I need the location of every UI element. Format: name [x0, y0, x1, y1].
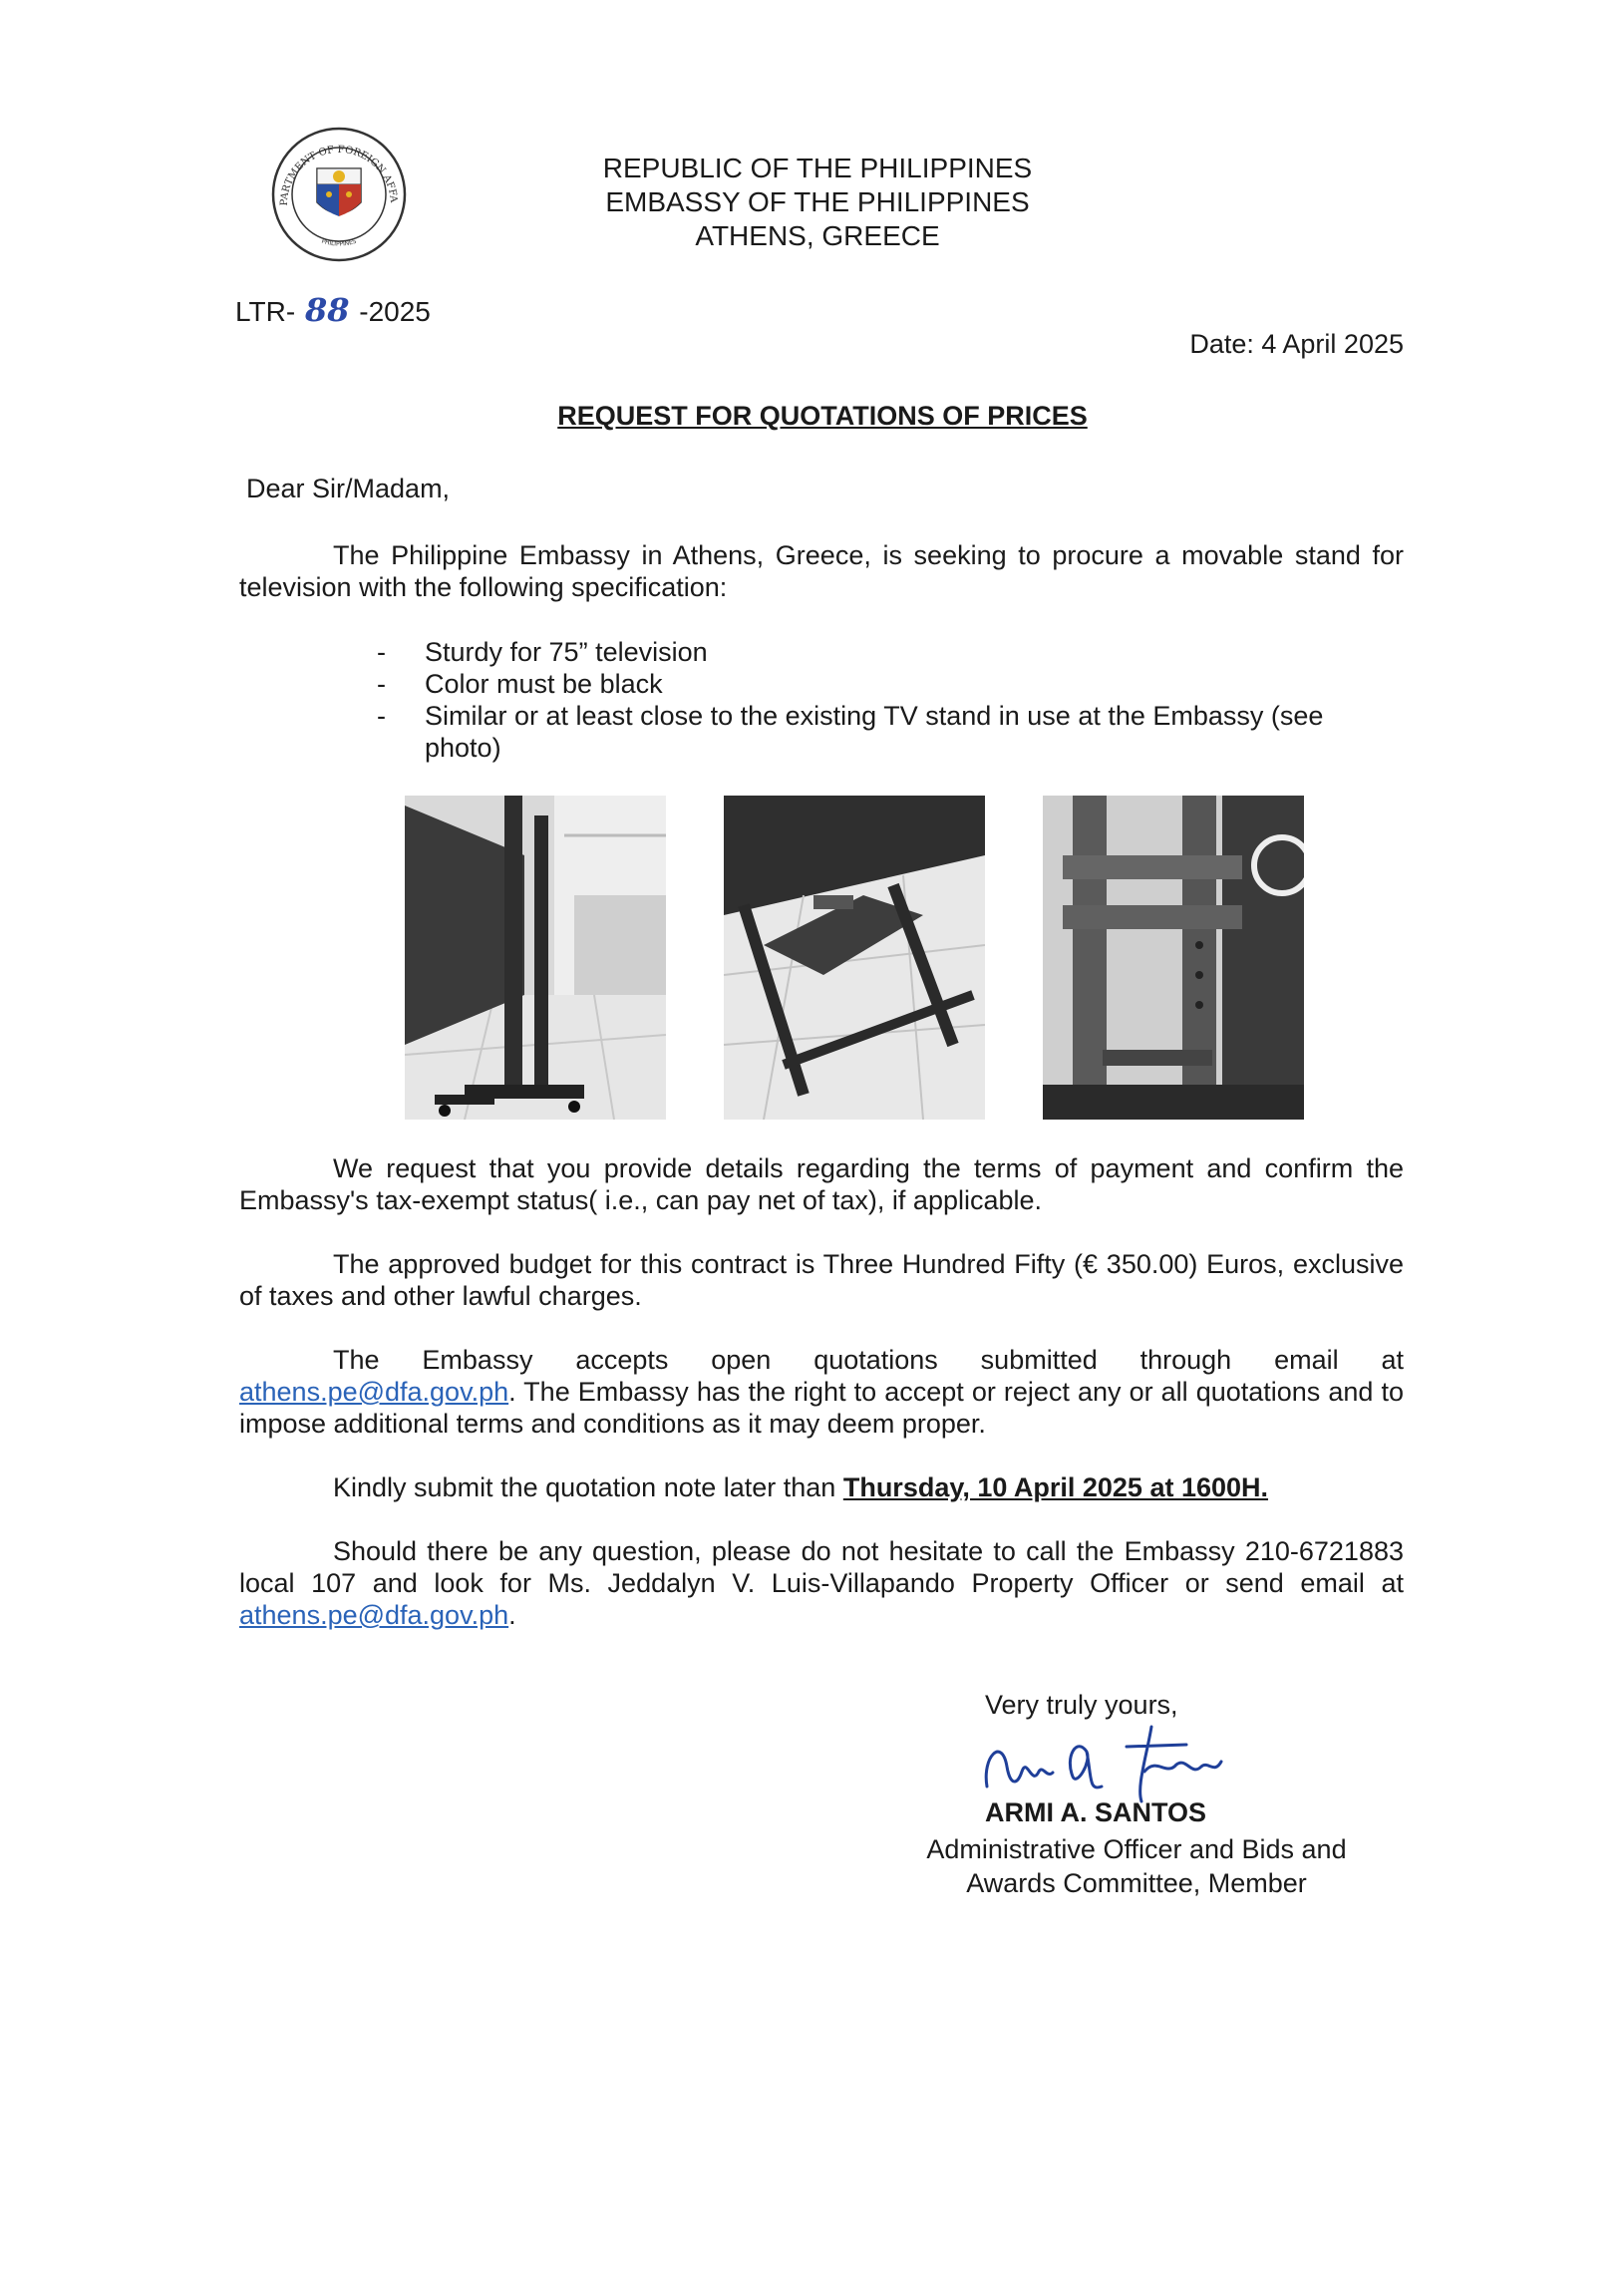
specification-text: Color must be black: [425, 669, 663, 699]
signatory-title-line-2: Awards Committee, Member: [966, 1868, 1307, 1898]
quotations-paragraph: [239, 1344, 1404, 1440]
signatory-title: [877, 1832, 1396, 1900]
email-link[interactable]: athens.pe@dfa.gov.ph: [239, 1377, 509, 1407]
dfa-seal-logo: [269, 125, 409, 264]
reference-suffix: -2025: [359, 296, 431, 327]
list-dash: -: [377, 637, 386, 667]
specification-item: [377, 668, 1404, 700]
letterhead-line-1: REPUBLIC OF THE PHILIPPINES: [602, 153, 1033, 183]
contact-text-before: Should there be any question, please do not hesitate to call the Embassy 210-6721883 local 107 and look for Ms. Jeddalyn V. Luis-Villapando Property Officer or send email at: [239, 1536, 1404, 1598]
specification-item: [377, 700, 1404, 764]
letter-date: Date: 4 April 2025: [1189, 329, 1404, 359]
signatory-title-line-1: Administrative Officer and Bids and: [926, 1834, 1347, 1864]
intro-paragraph: The Philippine Embassy in Athens, Greece, is seeking to procure a movable stand for television with the following specification:: [239, 540, 1404, 602]
tv-stand-photo-front: [405, 796, 666, 1120]
quotations-text-after: . The Embassy has the right to accept or reject any or all quotations and to impose additional terms and conditions as it may deem proper.: [239, 1377, 1404, 1439]
specification-list: [377, 636, 1404, 764]
contact-text-after: .: [508, 1600, 516, 1630]
letterhead: [518, 152, 1117, 253]
specification-text: Similar or at least close to the existing TV stand in use at the Embassy (see photo): [425, 701, 1324, 763]
salutation: Dear Sir/Madam,: [246, 474, 451, 503]
specification-item: [377, 636, 1404, 668]
handwritten-signature: [977, 1717, 1256, 1806]
quotations-text-before: The Embassy accepts open quotations submitted through email at: [333, 1345, 1404, 1375]
list-dash: -: [377, 701, 386, 731]
deadline-date: Thursday, 10 April 2025 at 1600H.: [842, 1472, 1269, 1502]
reference-handwritten-number: 88: [304, 291, 350, 329]
reference-prefix: LTR-: [235, 296, 296, 327]
budget-paragraph: The approved budget for this contract is Three Hundred Fifty (€ 350.00) Euros, exclusive of taxes and other lawful charges.: [239, 1249, 1404, 1311]
svg-text:PHILIPPINES: PHILIPPINES: [320, 237, 358, 248]
deadline-text-before: Kindly submit the quotation note later than: [333, 1472, 843, 1502]
letterhead-line-3: ATHENS, GREECE: [695, 220, 940, 251]
letter-subject: REQUEST FOR QUOTATIONS OF PRICES: [557, 401, 1088, 431]
reference-number: [235, 291, 431, 329]
svg-text:DEPARTMENT OF FOREIGN AFFAIRS: PARTMENT OF FOREIGN AFFA: [278, 144, 400, 206]
deadline-paragraph: [239, 1471, 1404, 1503]
list-dash: -: [377, 669, 386, 699]
tv-stand-photo-base: [724, 796, 985, 1120]
letterhead-line-2: EMBASSY OF THE PHILIPPINES: [605, 186, 1030, 217]
tv-stand-photo-bracket: [1043, 796, 1304, 1120]
signatory-name: ARMI A. SANTOS: [985, 1797, 1207, 1827]
specification-text: Sturdy for 75” television: [425, 637, 708, 667]
contact-paragraph: [239, 1535, 1404, 1631]
closing: Very truly yours,: [985, 1690, 1178, 1720]
email-link[interactable]: athens.pe@dfa.gov.ph: [239, 1600, 509, 1630]
payment-terms-paragraph: We request that you provide details regarding the terms of payment and confirm the Embassy's tax-exempt status( i.e., can pay net of tax), if applicable.: [239, 1153, 1404, 1215]
